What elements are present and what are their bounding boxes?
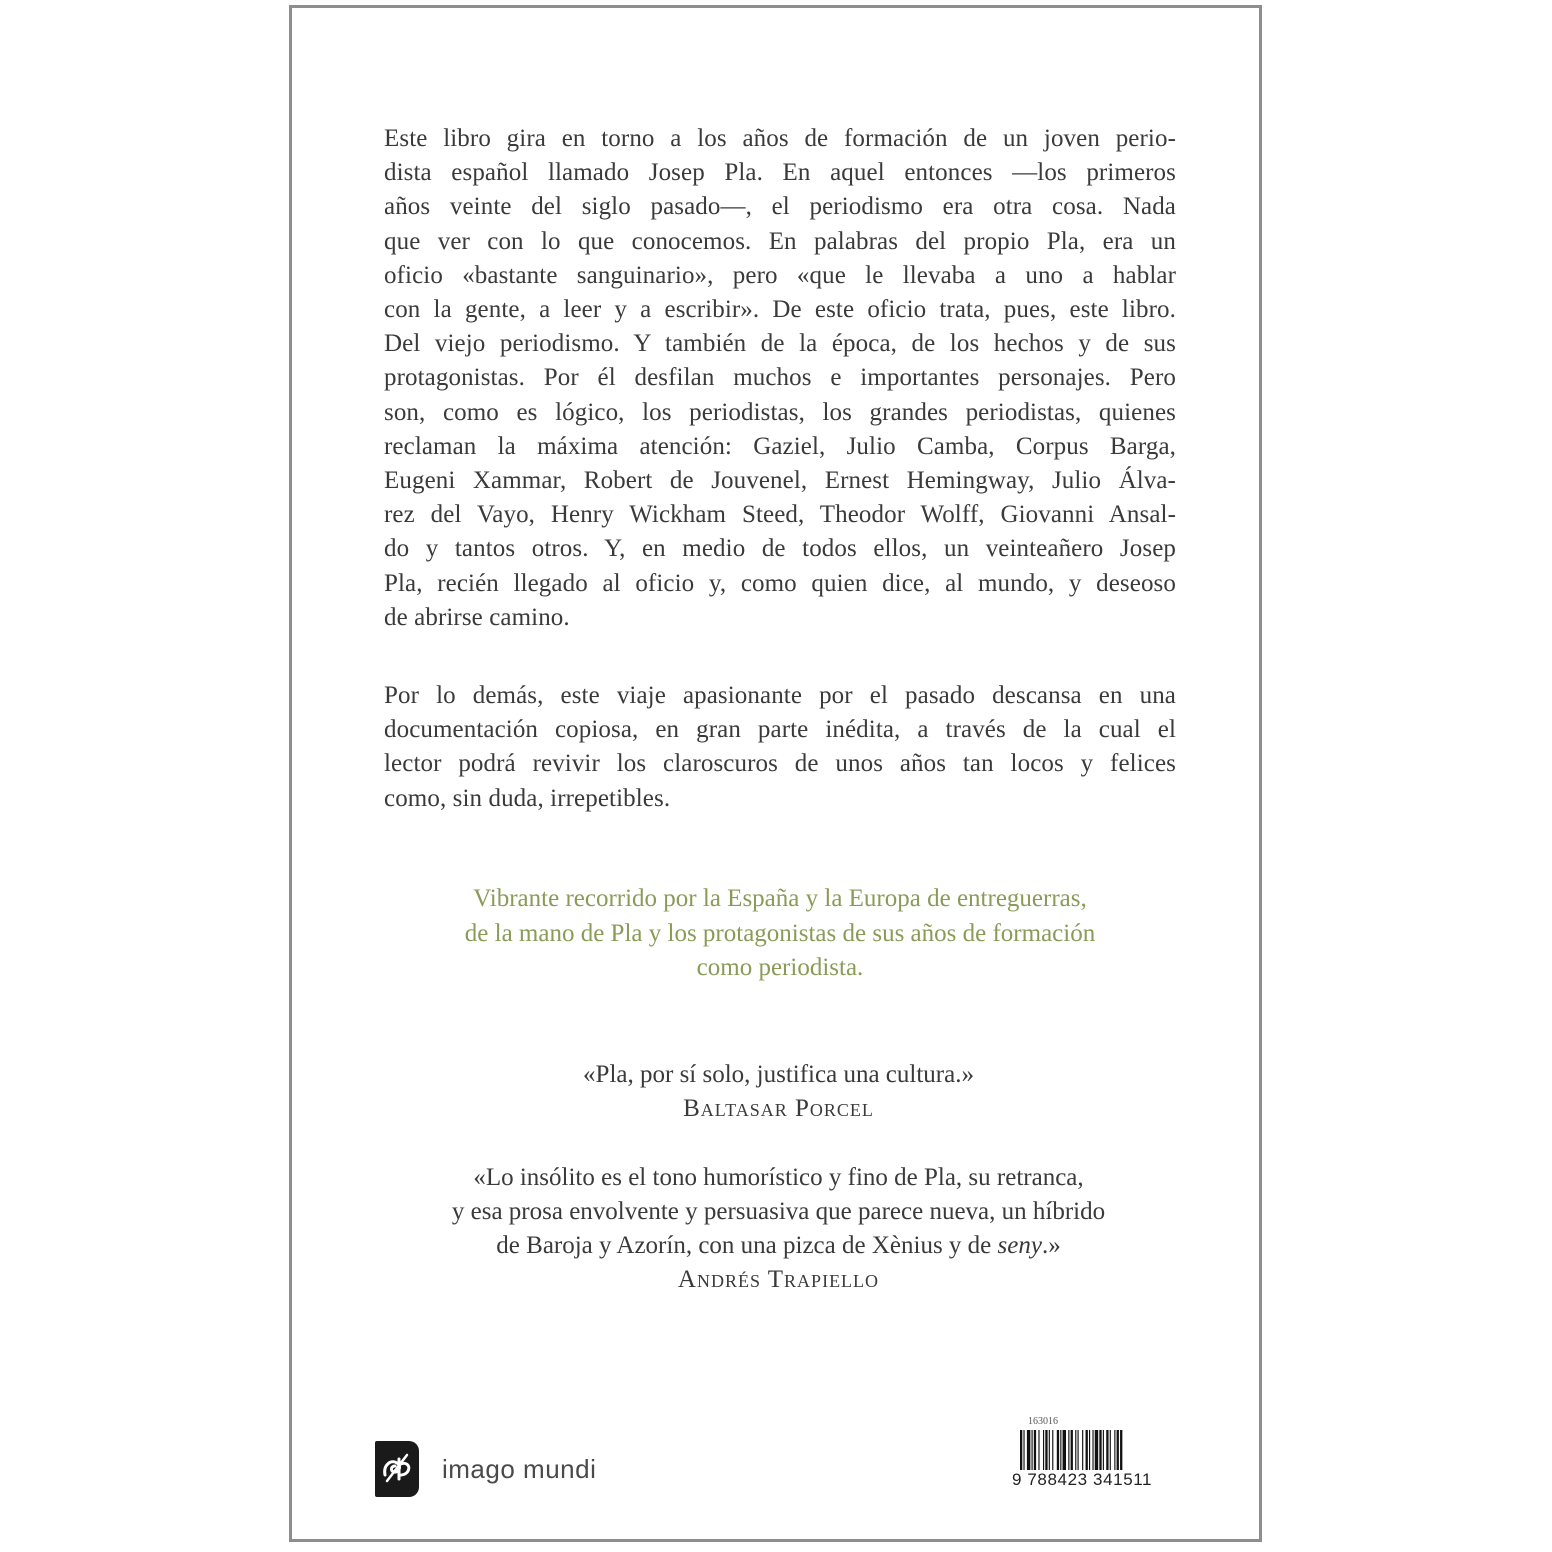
text-line: oficio «bastante sanguinario», pero «que le llevaba a uno a hablar	[384, 261, 1176, 289]
product-code: 163016	[1028, 1416, 1058, 1427]
quote-author: Andrés Trapiello	[677, 1266, 880, 1293]
review-quote-porcel	[352, 1058, 1205, 1126]
text-line: años veinte del siglo pasado—, el periodismo era otra cosa. Nada	[384, 193, 1176, 221]
text-line: como, sin duda, irrepetibles.	[384, 784, 671, 812]
text-line: Este libro gira en torno a los años de formación de un joven perio-	[384, 125, 1176, 152]
book-back-cover	[289, 5, 1262, 1542]
text-line: lector podrá revivir los claroscuros de unos años tan locos y felices	[384, 750, 1176, 778]
text-line: son, como es lógico, los periodistas, los grandes periodistas, quienes	[384, 398, 1176, 426]
text-line: do y tantos otros. Y, en medio de todos ellos, un veinteañero Josep	[384, 535, 1176, 563]
publisher-name: imago mundi	[442, 1454, 597, 1484]
quote-text-line	[352, 1229, 1205, 1263]
tagline-line: como periodista.	[696, 954, 864, 981]
tagline-line: Vibrante recorrido por la España y la Europa de entreguerras,	[473, 885, 1087, 912]
text-line: Eugeni Xammar, Robert de Jouvenel, Ernest Hemingway, Julio Álva-	[384, 467, 1176, 495]
text-line: rez del Vayo, Henry Wickham Steed, Theodor Wolff, Giovanni Ansal-	[384, 501, 1176, 529]
review-quote-trapiello	[352, 1161, 1205, 1297]
text-line: protagonistas. Por él desfilan muchos e importantes personajes. Pero	[384, 364, 1176, 392]
text-line: Del viejo periodismo. Y también de la época, de los hechos y de sus	[384, 330, 1176, 358]
text-line: dista español llamado Josep Pla. En aquel entonces —los primeros	[384, 159, 1176, 187]
quote-text: y esa prosa envolvente y persuasiva que parece nueva, un híbrido	[451, 1198, 1106, 1225]
quote-text: de Baroja y Azorín, con una pizca de Xènius y de	[496, 1232, 998, 1259]
text-line: que ver con lo que conocemos. En palabras del propio Pla, era un	[384, 227, 1176, 255]
isbn-digits: 9 788423 341511	[1012, 1470, 1153, 1489]
imago-mundi-logo-icon	[375, 1441, 419, 1497]
text-line: de abrirse camino.	[384, 603, 570, 631]
quote-italic-word: seny	[997, 1232, 1042, 1259]
quote-text: «Pla, por sí solo, justifica una cultura.»	[583, 1061, 974, 1088]
barcode-bars	[1012, 1430, 1162, 1474]
quote-author: Baltasar Porcel	[683, 1095, 874, 1122]
text-line: Pla, recién llegado al oficio y, como quien dice, al mundo, y deseoso	[384, 569, 1176, 597]
quote-text: «Lo insólito es el tono humorístico y fino de Pla, su retranca,	[473, 1164, 1084, 1191]
description-paragraph	[384, 122, 1176, 635]
text-line: con la gente, a leer y a escribir». De este oficio trata, pues, este libro.	[384, 296, 1176, 324]
tagline-line: de la mano de Pla y los protagonistas de sus años de formación	[464, 919, 1096, 947]
quote-text: .»	[1041, 1232, 1061, 1259]
text-line: reclaman la máxima atención: Gaziel, Julio Camba, Corpus Barga,	[384, 432, 1176, 460]
documentation-paragraph	[384, 679, 1176, 816]
tagline	[384, 882, 1176, 986]
text-line: Por lo demás, este viaje apasionante por el pasado descansa en una	[384, 682, 1176, 709]
text-line: documentación copiosa, en gran parte inédita, a través de la cual el	[384, 716, 1176, 744]
